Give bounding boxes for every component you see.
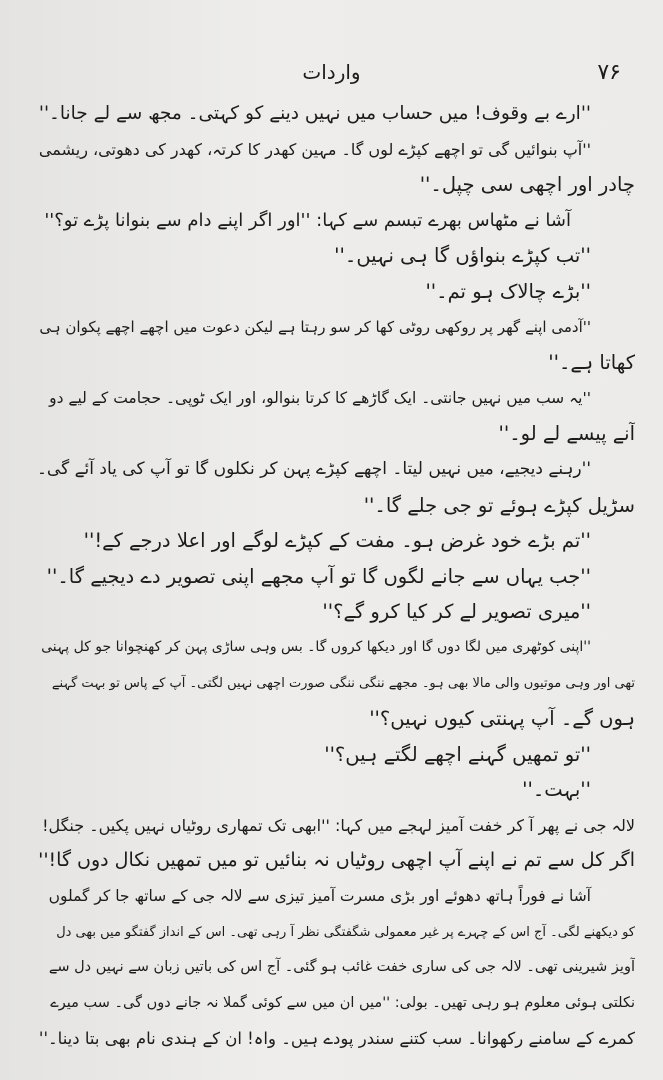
text-line: ''جب یہاں سے جانے لگوں گا تو آپ مجھے اپنی تصویر دے دیجیے گا۔'' [46,564,591,588]
text-line: سڑیل کپڑے ہوئے تو جی جلے گا۔'' [363,493,635,517]
text-line: ہوں گے۔ آپ پہنتی کیوں نہیں؟'' [369,707,635,731]
text-line: ''تو تمھیں گہنے اچھے لگتے ہیں؟'' [324,742,591,766]
text-line: کھاتا ہے۔'' [548,351,635,375]
text-line: ''رہنے دیجیے، میں نہیں لیتا۔ اچھے کپڑے پہن کر نکلوں گا تو آپ کی یاد آئے گی۔ [36,458,591,479]
text-line: اگر کل سے تم نے اپنے آپ اچھی روٹیاں نہ بنائیں تو میں تمھیں نکال دوں گا!'' [38,849,635,872]
text-line: ''آدمی اپنے گھر پر روکھی روٹی کھا کر سو رہتا ہے لیکن دعوت میں اچھے اچھے پکوان ہی [39,317,591,336]
text-line: کو دیکھنے لگی۔ آج اس کے چہرے پر غیر معمولی شگفتگی نظر آ رہی تھی۔ اس کے انداز گفتگو میں بھی دل [56,924,635,940]
text-line: آنے پیسے لے لو۔'' [498,422,635,446]
text-line: ''میری تصویر لے کر کیا کرو گے؟'' [322,600,591,624]
text-line: آشا نے فوراً ہاتھ دھوئے اور بڑی مسرت آمیز تیزی سے لالہ جی کے ساتھ جا کر گملوں [48,887,591,906]
text-line: ''تب کپڑے بنواؤں گا ہی نہیں۔'' [334,244,591,268]
text-line: ''بہت۔'' [522,778,591,802]
text-line: ''آپ بنوائیں گی تو اچھے کپڑے لوں گا۔ مہین کھدر کا کرتہ، کھدر کی دھوتی، ریشمی [38,139,591,159]
text-line: ''اپنی کوٹھری میں لگا دوں گا اور دیکھا کروں گا۔ بس وہی ساڑی پہن کر کھنچوانا جو کل پہنی [41,638,591,655]
text-line: آشا نے مٹھاس بھرے تبسم سے کہا: ''اور اگر اپنے دام سے بنوانا پڑے تو؟'' [44,209,571,231]
text-line: چادر اور اچھی سی چپل۔'' [419,173,635,197]
body-text [36,96,635,1057]
text-line: ''یہ سب میں نہیں جانتی۔ ایک گاڑھے کا کرتا بنوالو، اور ایک ٹوپی۔ حجامت کے لیے دو [49,388,591,407]
text-line: آویز شیرینی تھی۔ لالہ جی کی ساری خفت غائب ہو گئی۔ آج اس کی باتیں زبان سے نہیں دل سے [48,959,635,976]
text-line: تھی اور وہی موتیوں والی مالا بھی ہو۔ مجھے ننگی ننگی صورت اچھی نہیں لگتی۔ آپ کے پاس تو بہت گہنے [51,675,635,691]
text-line: ''بڑے چالاک ہو تم۔'' [425,279,591,303]
text-line: نکلتی ہوئی معلوم ہو رہی تھیں۔ بولی: ''میں ان میں سے کوئی گملا نہ جانے دوں گی۔ سب میرے [50,994,635,1011]
text-line: ''ارے بے وقوف! میں حساب میں نہیں دینے کو کہتی۔ مجھ سے لے جانا۔'' [38,103,591,124]
text-line: کمرے کے سامنے رکھوانا۔ سب کتنے سندر پودے ہیں۔ واہ! ان کے ہندی نام بھی بتا دینا۔'' [38,1029,635,1049]
text-line: ''تم بڑے خود غرض ہو۔ مفت کے کپڑے لوگے اور اعلا درجے کے!'' [83,529,591,553]
page-header [30,58,633,94]
text-line: لالہ جی نے پھر آ کر خفت آمیز لہجے میں کہا: ''ابھی تک تمھاری روٹیاں نہیں پکیں۔ جنگل! [42,815,635,835]
page-number: ۷۶ [597,60,621,85]
running-title: واردات [302,60,361,84]
